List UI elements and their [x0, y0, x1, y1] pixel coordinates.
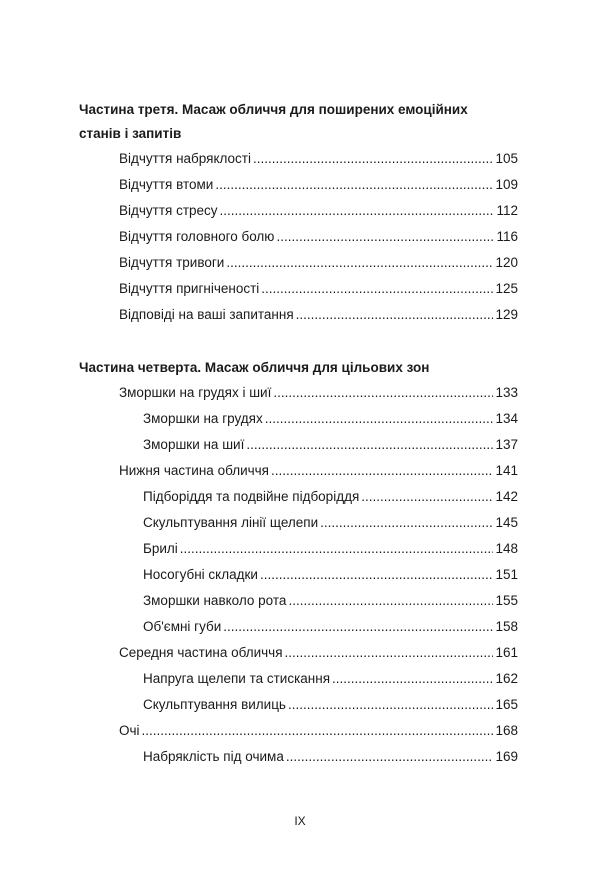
dot-leader: [332, 670, 493, 688]
dot-leader: [223, 618, 493, 636]
toc-entry-label: Відчуття головного болю: [119, 229, 275, 244]
dot-leader: [180, 540, 494, 558]
toc-entry[interactable]: [143, 670, 518, 688]
toc-entry-page: 162: [495, 671, 518, 686]
dot-leader: [260, 566, 494, 584]
toc-entry-page: 141: [495, 463, 518, 478]
toc-entry-page: 112: [496, 203, 518, 218]
part3-title: [79, 98, 509, 146]
toc-entry[interactable]: [119, 228, 518, 246]
toc-entry-page: 129: [495, 307, 518, 322]
dot-leader: [288, 696, 494, 714]
dot-leader: [276, 228, 494, 246]
toc-entry-label: Напруга щелепи та стискання: [143, 671, 331, 686]
toc-entry-page: 142: [495, 489, 518, 504]
toc-entry-label: Зморшки на грудях: [143, 411, 263, 426]
dot-leader: [285, 644, 494, 662]
toc-entry[interactable]: [143, 410, 518, 428]
toc-entry-page: 116: [496, 229, 518, 244]
toc-entry[interactable]: [119, 150, 518, 168]
dot-leader: [246, 436, 493, 454]
dot-leader: [271, 462, 493, 480]
toc-entry-label: Набряклість під очима: [143, 749, 284, 764]
toc-entry[interactable]: [143, 436, 518, 454]
toc-entry-label: Середня частина обличчя: [119, 645, 283, 660]
toc-entry-page: 120: [495, 255, 518, 270]
toc-entry-label: Підборіддя та подвійне підборіддя: [143, 489, 360, 504]
toc-entry-page: 145: [495, 515, 518, 530]
toc-entry[interactable]: [119, 202, 518, 220]
toc-entry[interactable]: [143, 618, 518, 636]
toc-entry-label: Скульптування лінії щелепи: [143, 515, 319, 530]
dot-leader: [286, 748, 494, 766]
toc-entry-page: 169: [495, 749, 518, 764]
toc-entry[interactable]: [143, 748, 518, 766]
toc-entry-page: 158: [495, 619, 518, 634]
toc-entry-page: 151: [495, 567, 518, 582]
toc-entry-page: 125: [495, 281, 518, 296]
toc-entry[interactable]: [119, 384, 518, 402]
toc-entry[interactable]: [143, 488, 518, 506]
dot-leader: [265, 410, 494, 428]
page-number: IX: [294, 814, 306, 828]
part4-title: Частина четверта. Масаж обличчя для цільових зон: [79, 360, 430, 375]
dot-leader: [142, 722, 494, 740]
toc-entry-label: Скульптування вилиць: [143, 697, 286, 712]
toc-entry-label: Брилі: [143, 541, 178, 556]
toc-entry-label: Відчуття пригніченості: [119, 281, 260, 296]
dot-leader: [261, 280, 493, 298]
toc-entry-page: 133: [495, 385, 518, 400]
toc-entry[interactable]: [119, 306, 518, 324]
toc-entry[interactable]: [119, 254, 518, 272]
toc-entry-page: 105: [495, 151, 518, 166]
dot-leader: [361, 488, 493, 506]
toc-entry[interactable]: [119, 280, 518, 298]
toc-entry-page: 168: [495, 723, 518, 738]
toc-entry-label: Відчуття набряклості: [119, 151, 251, 166]
toc-entry[interactable]: [143, 592, 518, 610]
dot-leader: [215, 176, 493, 194]
toc-entry-label: Зморшки навколо рота: [143, 593, 287, 608]
toc-entry-page: 165: [495, 697, 518, 712]
part3-title-line2: станів і запитів: [79, 126, 182, 141]
toc-entry[interactable]: [119, 644, 518, 662]
dot-leader: [226, 254, 493, 272]
part3-title-line1: Частина третя. Масаж обличчя для поширених емоційних: [79, 102, 468, 117]
toc-entry-label: Зморшки на шиї: [143, 437, 245, 452]
toc-entry-page: 134: [495, 411, 518, 426]
toc-entry-page: 161: [495, 645, 518, 660]
dot-leader: [273, 384, 493, 402]
toc-entry-page: 155: [495, 593, 518, 608]
toc-entry[interactable]: [143, 540, 518, 558]
dot-leader: [320, 514, 493, 532]
toc-entry-label: Відчуття тривоги: [119, 255, 225, 270]
dot-leader: [253, 150, 493, 168]
dot-leader: [220, 202, 495, 220]
toc-entry[interactable]: [143, 566, 518, 584]
toc-entry[interactable]: [119, 462, 518, 480]
toc-entry-label: Об'ємні губи: [143, 619, 222, 634]
toc-entry-label: Зморшки на грудях і шиї: [119, 385, 272, 400]
toc-entry-page: 109: [495, 177, 518, 192]
toc-entry[interactable]: [143, 696, 518, 714]
dot-leader: [288, 592, 493, 610]
toc-entry[interactable]: [119, 722, 518, 740]
toc-entry-label: Очі: [119, 723, 140, 738]
toc-entry-label: Відчуття стресу: [119, 203, 218, 218]
toc-entry-label: Відповіді на ваші запитання: [119, 307, 294, 322]
toc-entry[interactable]: [143, 514, 518, 532]
dot-leader: [296, 306, 494, 324]
toc-entry-label: Нижня частина обличчя: [119, 463, 269, 478]
toc-entry-label: Відчуття втоми: [119, 177, 214, 192]
toc-entry-page: 137: [495, 437, 518, 452]
toc-entry-page: 148: [495, 541, 518, 556]
toc-entry[interactable]: [119, 176, 518, 194]
toc-entry-label: Носогубні складки: [143, 567, 258, 582]
